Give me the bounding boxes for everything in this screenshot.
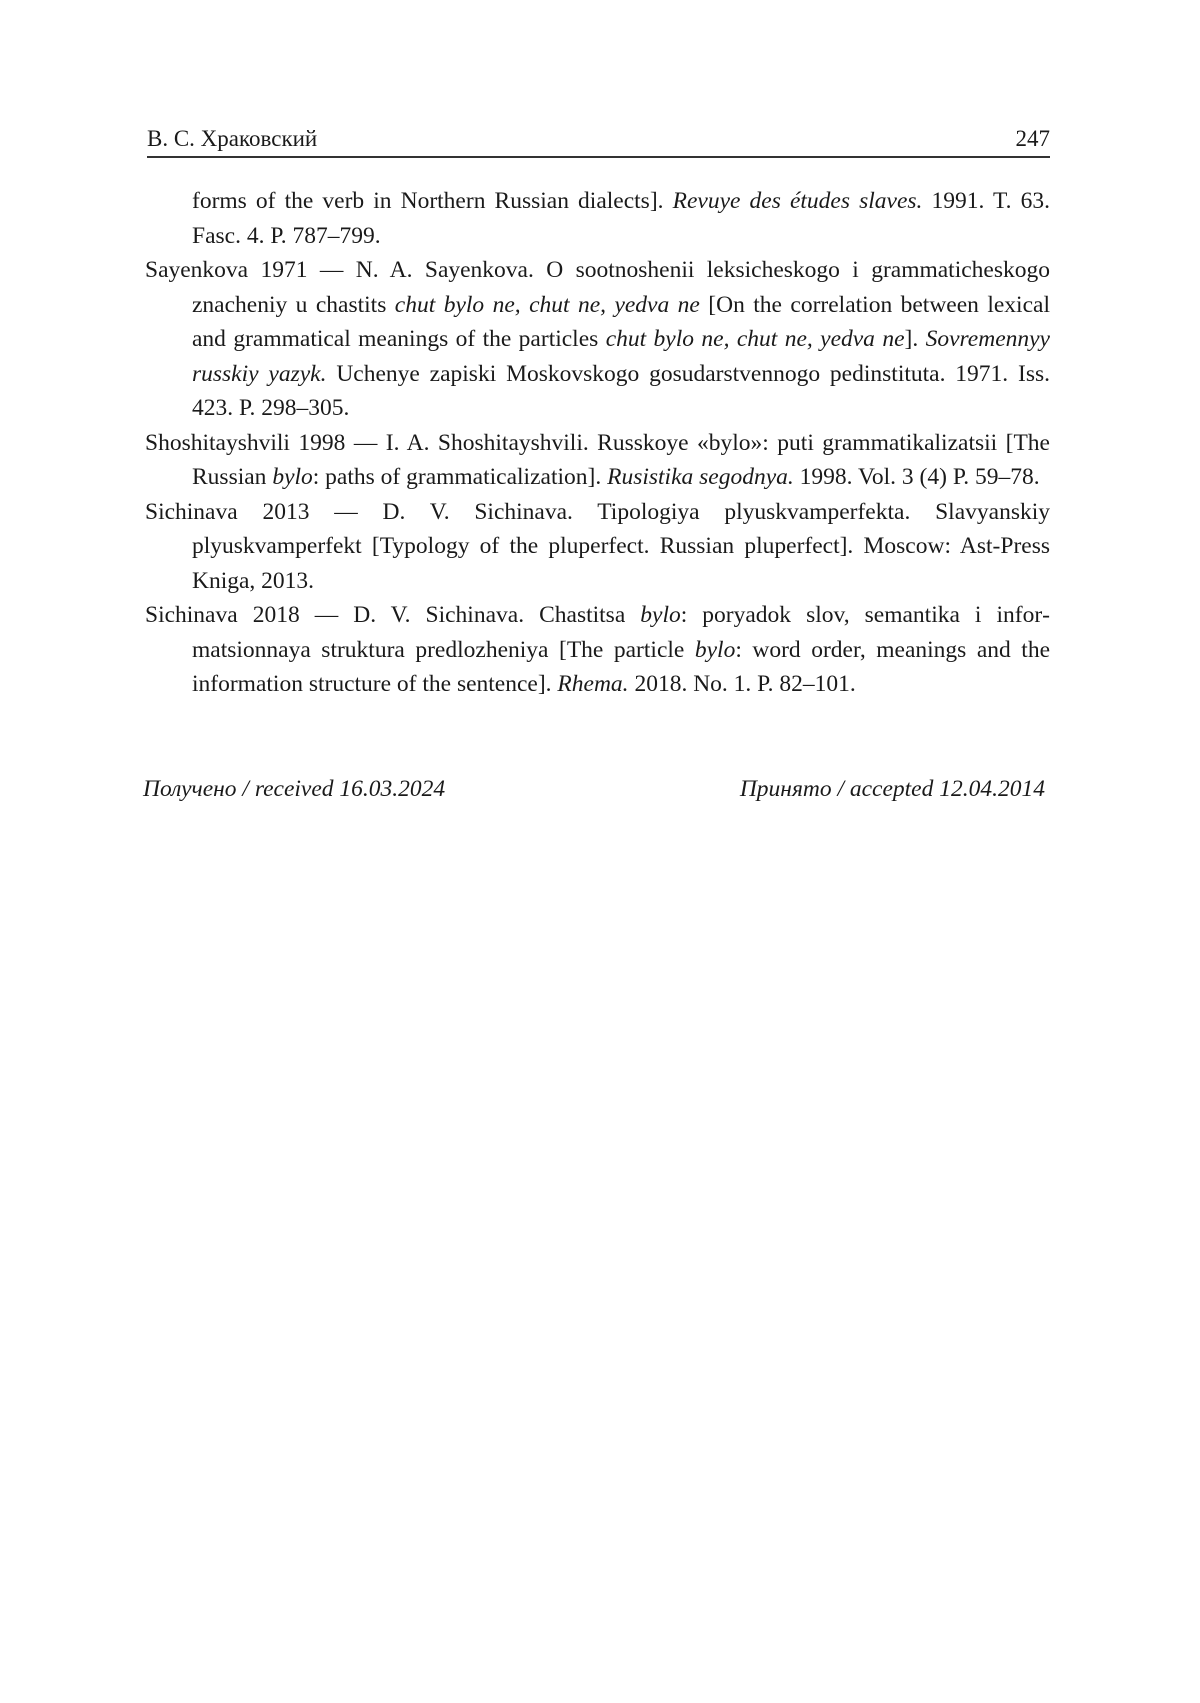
- reference-italic-text: bylo: [694, 636, 736, 663]
- reference-text: : paths of grammaticalization].: [312, 464, 608, 490]
- reference-italic-text: Sovremennyy russkiy yazyk.: [192, 326, 1050, 387]
- reference-italic-text: Rusistika segodnya.: [607, 464, 794, 490]
- reference-italic-text: Rhema.: [557, 671, 629, 697]
- reference-entry: [145, 598, 1050, 702]
- reference-text: 1991. T. 63. Fasc. 4. P. 787–799.: [192, 188, 1050, 249]
- reference-text: 2018. No. 1. P. 82–101.: [628, 671, 856, 697]
- reference-entry: [145, 495, 1050, 599]
- reference-text: : word order, meanings and the information structure of the sentence].: [192, 636, 1050, 697]
- reference-text: Shoshitayshvili 1998 — I. A. Shoshitayshvili. Russkoye «bylo»: puti grammatikalizatsii [The Russian: [145, 429, 1050, 490]
- reference-text: Sayenkova 1971 — N. A. Sayenkova. O sootnoshenii leksicheskogo i grammaticheskogo znacheniy u chastits: [145, 257, 1050, 318]
- reference-text: : poryadok slov, semantika i informatsionnaya struktura predlozheniya [The particle: [192, 602, 1050, 663]
- reference-text: Sichinava 2018 — D. V. Sichinava. Chastitsa: [145, 602, 641, 628]
- reference-entry-continued: [145, 184, 1050, 253]
- reference-italic-text: bylo: [640, 602, 681, 628]
- reference-italic-text: chut bylo ne, chut ne, yedva ne: [394, 291, 700, 318]
- reference-text: [On the correlation between lexical and grammatical meanings of the particles: [192, 291, 1050, 352]
- reference-italic-text: Revuye des études slaves.: [672, 188, 923, 214]
- running-header: [147, 122, 1050, 158]
- reference-text: Sichinava 2013 — D. V. Sichinava. Tipologiya plyuskvamperfekta. Slavyanskiy plyuskvamperfekt [Typology of the pluperfect. Russian pluperfect]. Moscow: Ast-Press Kniga, 2013.: [145, 498, 1050, 594]
- reference-entry: [145, 426, 1050, 495]
- received-date: Получено / received 16.03.2024: [143, 776, 446, 802]
- reference-entry: [145, 253, 1050, 426]
- accepted-date: Принято / accepted 12.04.2014: [739, 776, 1045, 802]
- reference-text: ].: [904, 326, 926, 352]
- reference-italic-text: chut bylo ne, chut ne, yedva ne: [605, 326, 905, 352]
- reference-list: [145, 184, 1050, 702]
- reference-text: Uchenye zapiski Moskovskogo gosudarstvennogo pedinstituta. 1971. Iss. 423. P. 298–305.: [192, 360, 1050, 421]
- page-number: 247: [1015, 126, 1050, 151]
- header-author: В. С. Храковский: [147, 126, 318, 151]
- reference-text: 1998. Vol. 3 (4) P. 59–78.: [793, 464, 1040, 490]
- reference-text: forms of the verb in Northern Russian dialects].: [192, 188, 673, 214]
- reference-italic-text: bylo: [272, 464, 313, 490]
